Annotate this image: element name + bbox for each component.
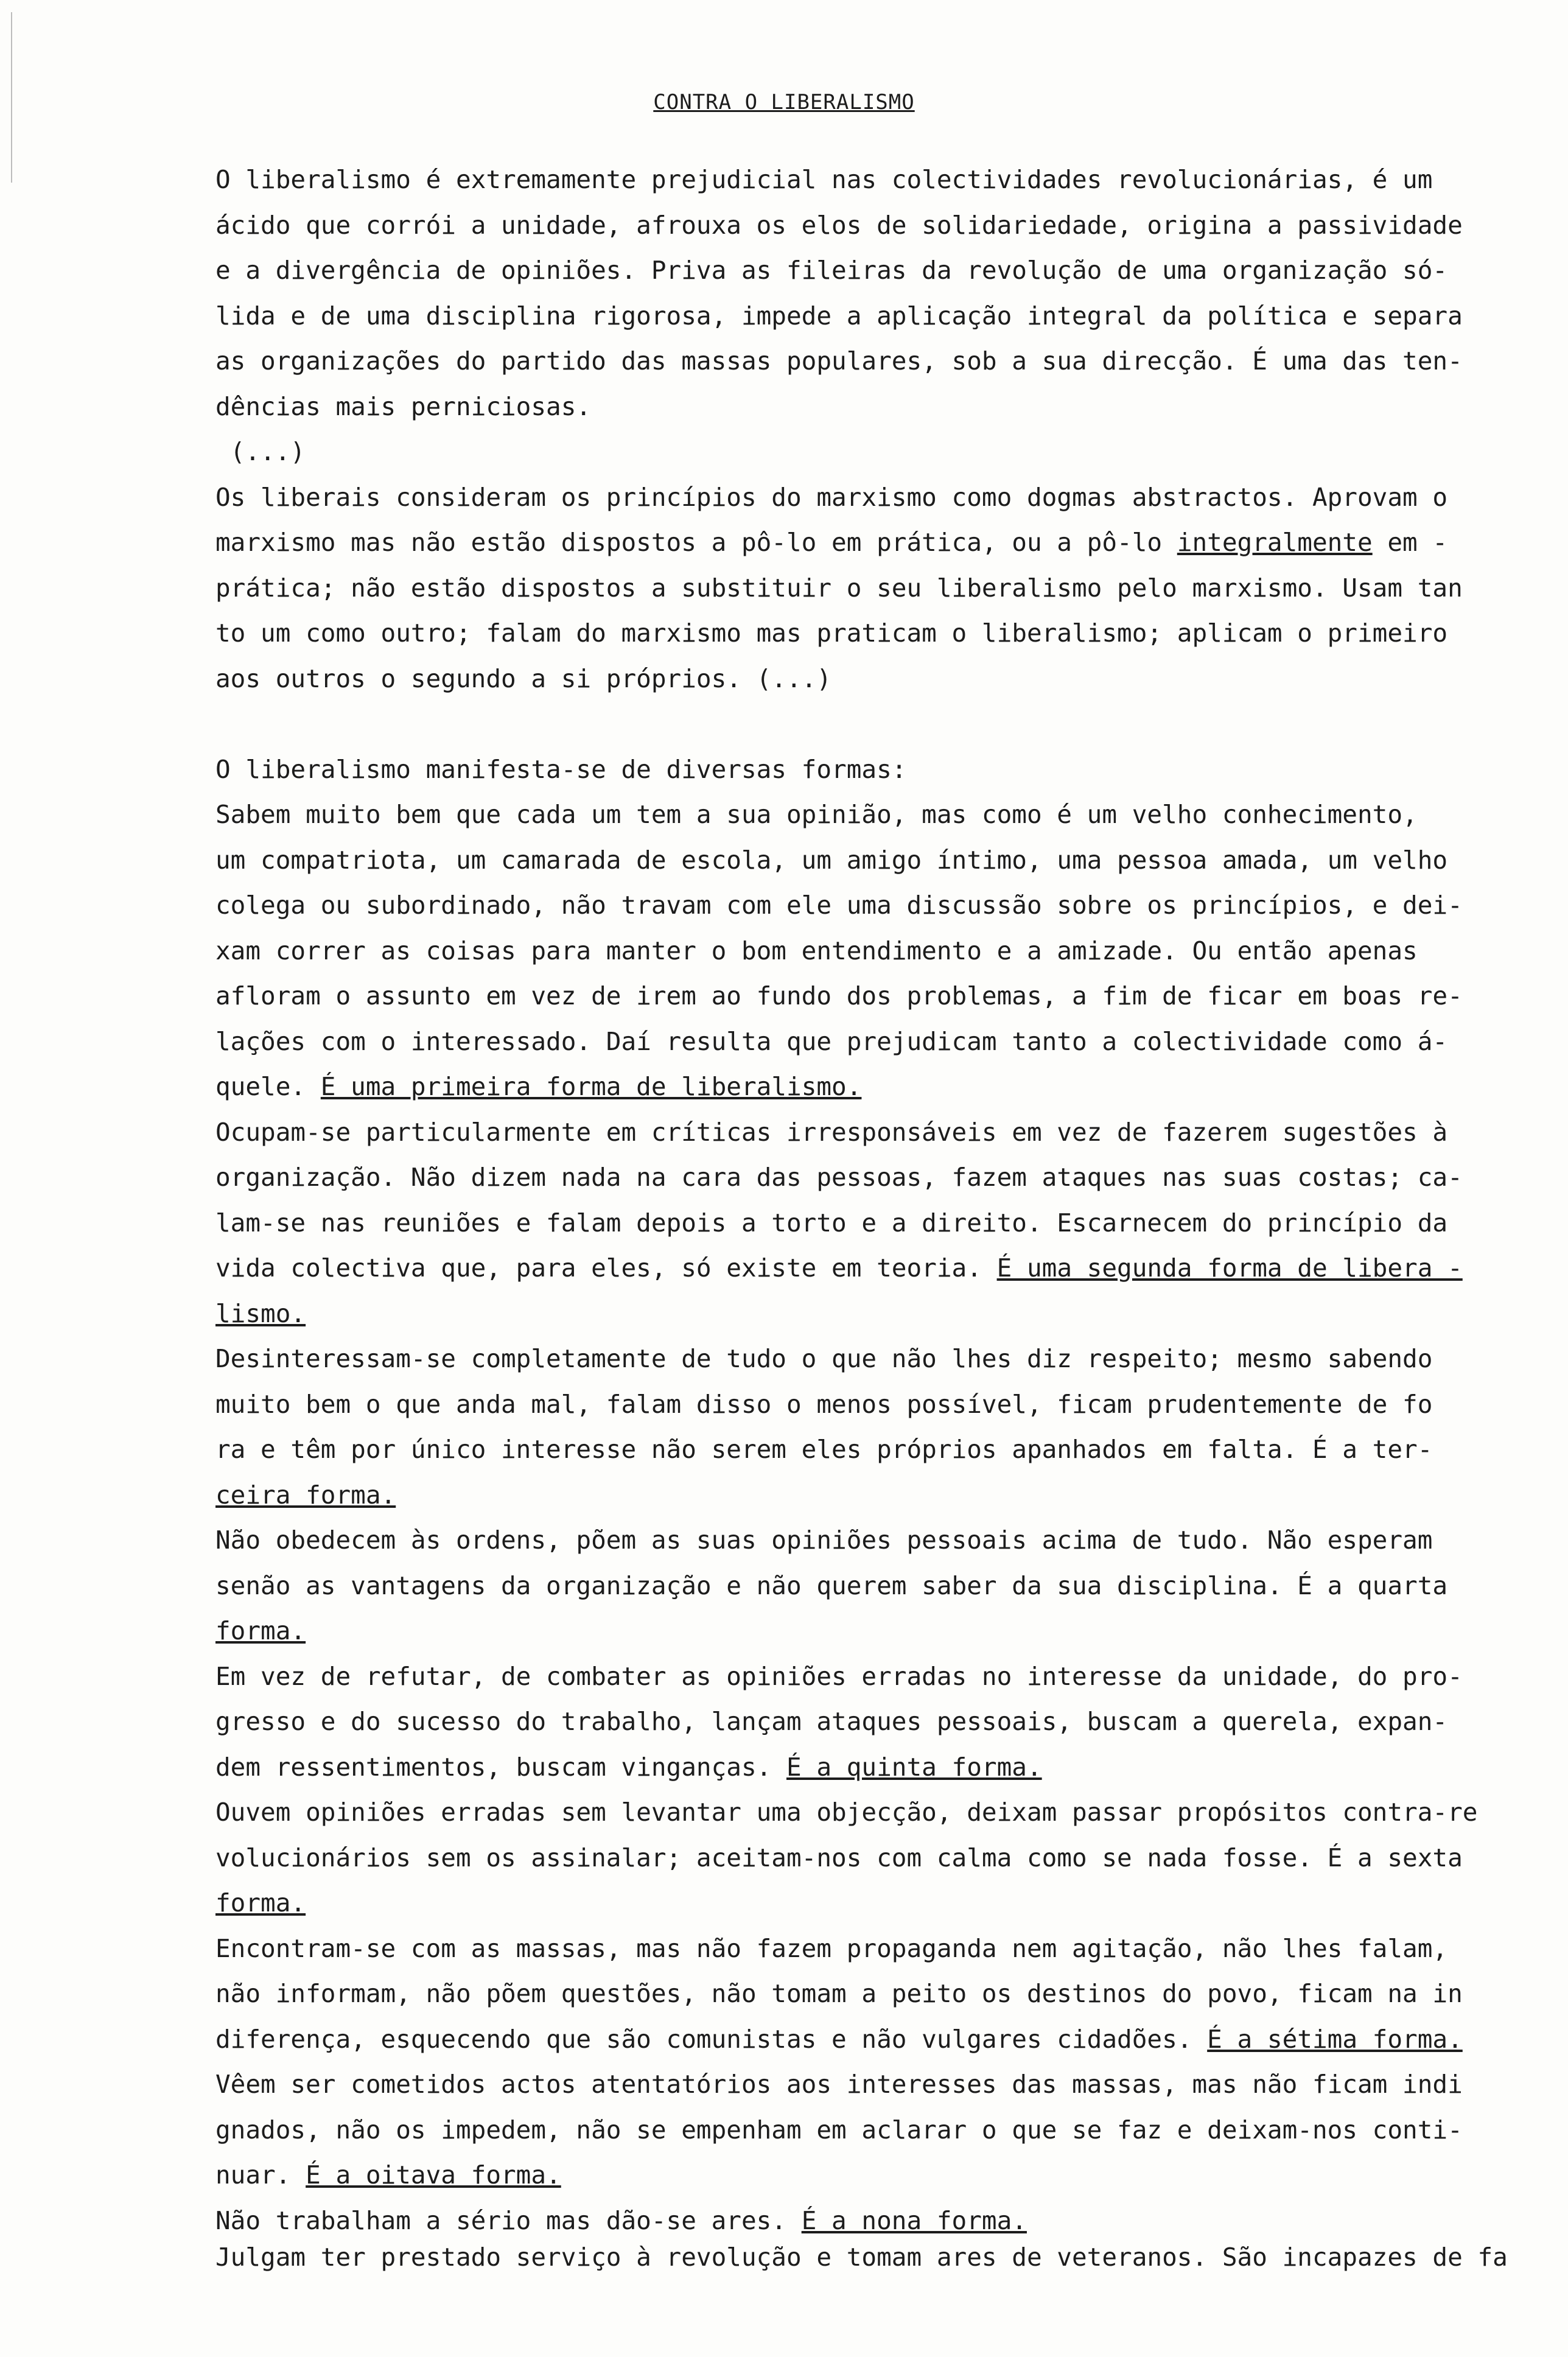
text-line: gnados, não os impedem, não se empenham em aclarar o que se faz e deixam-nos conti- — [215, 2115, 1463, 2145]
ellipsis: (...) — [230, 437, 306, 466]
text-line — [215, 2152, 1530, 2198]
text-span: nuar. — [215, 2160, 306, 2190]
text-line — [215, 1245, 1530, 1291]
text-line — [215, 520, 1530, 566]
text-line: xam correr as coisas para manter o bom entendimento e a amizade. Ou então apenas — [215, 936, 1418, 965]
text-line: Em vez de refutar, de combater as opiniões erradas no interesse da unidade, do pro- — [215, 1661, 1463, 1691]
text-line: Desinteressam-se completamente de tudo o que não lhes diz respeito; mesmo sabendo — [215, 1344, 1433, 1373]
text-line: Ocupam-se particularmente em críticas irresponsáveis em vez de fazerem sugestões à — [215, 1117, 1448, 1147]
underlined-word: integralmente — [1177, 528, 1373, 557]
text-line: colega ou subordinado, não travam com ele uma discussão sobre os princípios, e dei- — [215, 891, 1463, 920]
text-line: muito bem o que anda mal, falam disso o menos possível, ficam prudentemente de fo — [215, 1389, 1433, 1419]
text-line — [215, 1291, 1530, 1337]
text-line — [215, 1064, 1530, 1110]
text-line: lam-se nas reuniões e falam depois a torto e a direito. Escarnecem do princípio da — [215, 1208, 1448, 1238]
text-line: e a divergência de opiniões. Priva as fileiras da revolução de uma organização só- — [215, 256, 1448, 285]
text-line: um compatriota, um camarada de escola, um amigo íntimo, uma pessoa amada, um velho — [215, 845, 1448, 875]
text-line: lações com o interessado. Daí resulta que prejudicam tanto a colectividade como á- — [215, 1026, 1448, 1056]
text-span: quele. — [215, 1072, 321, 1101]
text-line: ra e têm por único interesse não serem eles próprios apanhados em falta. É a ter- — [215, 1435, 1433, 1464]
blank-line — [215, 701, 1530, 747]
text-line: não informam, não põem questões, não tomam a peito os destinos do povo, ficam na in — [215, 1979, 1463, 2008]
form-label: É uma primeira forma de liberalismo. — [320, 1072, 862, 1101]
forms-intro: O liberalismo manifesta-se de diversas formas: — [215, 754, 907, 784]
text-span: em - — [1372, 528, 1448, 557]
form-label: forma. — [215, 1616, 306, 1645]
text-line: to um como outro; falam do marxismo mas praticam o liberalismo; aplicam o primeiro — [215, 618, 1448, 648]
ellipsis-line — [215, 429, 1530, 475]
document-body — [215, 157, 1530, 2280]
text-line: as organizações do partido das massas populares, sob a sua direcção. É uma das ten- — [215, 346, 1463, 376]
text-line — [215, 2017, 1530, 2062]
text-line: gresso e do sucesso do trabalho, lançam ataques pessoais, buscam a querela, expan- — [215, 1707, 1448, 1736]
text-span: Não trabalham a sério mas dão-se ares. — [215, 2205, 802, 2235]
document-title: CONTRA O LIBERALISMO — [653, 90, 915, 114]
text-line: Julgam ter prestado serviço à revolução e tomam ares de veteranos. São incapazes de fa — [215, 2242, 1508, 2272]
form-label: É a quinta forma. — [786, 1752, 1042, 1782]
text-line: Ouvem opiniões erradas sem levantar uma objecção, deixam passar propósitos contra-re — [215, 1798, 1478, 1827]
form-label: forma. — [215, 1888, 306, 1917]
text-line — [215, 1473, 1530, 1518]
text-line: aos outros o segundo a si próprios. (...) — [215, 664, 832, 693]
text-span: diferença, esquecendo que são comunistas e não vulgares cidadões. — [215, 2024, 1208, 2054]
text-line: prática; não estão dispostos a substituir o seu liberalismo pelo marxismo. Usam tan — [215, 573, 1463, 603]
text-line: Não obedecem às ordens, põem as suas opiniões pessoais acima de tudo. Não esperam — [215, 1525, 1433, 1555]
text-line — [215, 2198, 1530, 2235]
form-label: É a nona forma. — [801, 2205, 1027, 2235]
form-label: É a sétima forma. — [1207, 2024, 1463, 2054]
text-line: senão as vantagens da organização e não querem saber da sua disciplina. É a quarta — [215, 1571, 1448, 1600]
text-span: dem ressentimentos, buscam vinganças. — [215, 1752, 786, 1782]
text-line: afloram o assunto em vez de irem ao fundo dos problemas, a fim de ficar em boas re- — [215, 981, 1463, 1010]
text-line: lida e de uma disciplina rigorosa, impede a aplicação integral da política e separa — [215, 301, 1463, 331]
text-line: O liberalismo é extremamente prejudicial nas colectividades revolucionárias, é um — [215, 165, 1433, 194]
form-label: É a oitava forma. — [306, 2160, 561, 2190]
text-line: Vêem ser cometidos actos atentatórios aos interesses das massas, mas não ficam indi — [215, 2070, 1463, 2099]
text-line: ácido que corrói a unidade, afrouxa os elos de solidariedade, origina a passividade — [215, 210, 1463, 240]
text-line: Os liberais consideram os princípios do marxismo como dogmas abstractos. Aprovam o — [215, 482, 1448, 512]
text-line — [215, 1880, 1530, 1926]
text-line — [215, 1608, 1530, 1654]
text-line: organização. Não dizem nada na cara das pessoas, fazem ataques nas suas costas; ca- — [215, 1163, 1463, 1192]
text-line: Sabem muito bem que cada um tem a sua opinião, mas como é um velho conhecimento, — [215, 800, 1418, 829]
text-span: vida colectiva que, para eles, só existe em teoria. — [215, 1253, 997, 1283]
text-line: dências mais perniciosas. — [215, 391, 592, 421]
form-label: ceira forma. — [215, 1480, 396, 1510]
form-label: lismo. — [215, 1298, 306, 1328]
text-span: marxismo mas não estão dispostos a pô-lo em prática, ou a pô-lo — [215, 528, 1177, 557]
text-line: volucionários sem os assinalar; aceitam-nos com calma como se nada fosse. É a sexta — [215, 1843, 1463, 1872]
form-label: É uma segunda forma de libera - — [996, 1253, 1463, 1283]
text-line — [215, 1745, 1530, 1790]
text-line: Encontram-se com as massas, mas não fazem propaganda nem agitação, não lhes falam, — [215, 1933, 1448, 1963]
